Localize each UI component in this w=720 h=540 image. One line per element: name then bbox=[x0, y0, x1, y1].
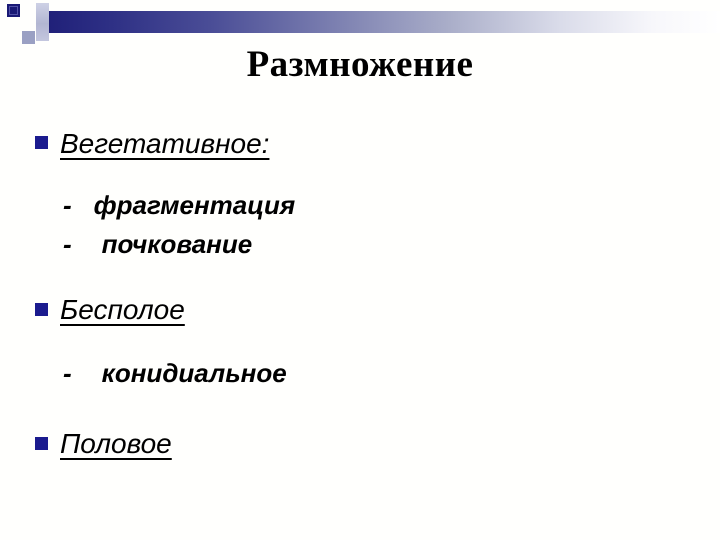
header-navy-square-icon bbox=[7, 4, 20, 17]
sub-item-label: почкование bbox=[101, 229, 253, 259]
dash-marker: - bbox=[63, 229, 72, 259]
bullet-square-icon bbox=[35, 303, 48, 316]
dash-marker: - bbox=[63, 358, 72, 388]
bullet-item-bespoloe: Бесполое bbox=[60, 294, 185, 325]
sub-item-label: фрагментация bbox=[93, 190, 296, 220]
sub-item-label: конидиальное bbox=[101, 358, 287, 388]
header-gray-square-icon bbox=[22, 31, 35, 44]
dash-marker: - bbox=[63, 190, 72, 220]
slide-title: Размножение bbox=[246, 44, 474, 85]
header-gradient-bar bbox=[44, 11, 720, 33]
header-light-column bbox=[36, 3, 49, 41]
bullet-item-polovoe: Половое bbox=[60, 428, 172, 459]
bullet-square-icon bbox=[35, 136, 48, 149]
bullet-item-vegetativnoe: Вегетативное: bbox=[60, 128, 270, 159]
bullet-square-icon bbox=[35, 437, 48, 450]
sub-item-konidialnoe bbox=[63, 358, 287, 388]
sub-item-pochkovanie bbox=[63, 229, 252, 259]
sub-item-fragmentatsiya bbox=[63, 190, 295, 220]
